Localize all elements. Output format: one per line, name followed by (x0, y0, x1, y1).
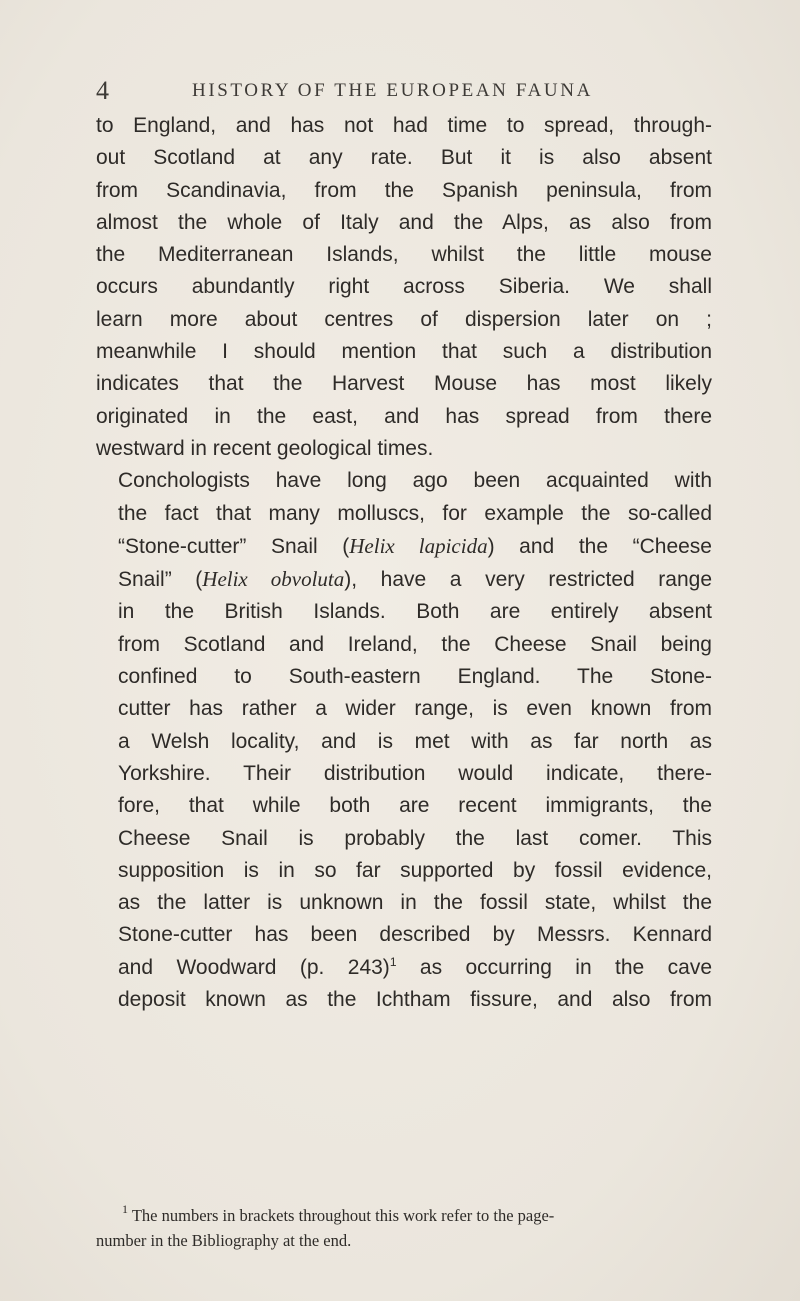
text-line: westward in recent geological times. (96, 436, 434, 460)
footnote-line (96, 1203, 712, 1228)
text-line: almost the whole of Italy and the Alps, as also from (96, 210, 712, 234)
text-line: cutter has rather a wider range, is even known from (118, 697, 712, 721)
text-line: learn more about centres of dispersion later on ; (96, 307, 712, 331)
text-line: the Mediterranean Islands, whilst the little mouse (96, 243, 712, 267)
text-fragment: and Woodward (p. 243) (118, 955, 390, 979)
paragraph (96, 465, 712, 1016)
footnote-reference: 1 (389, 954, 397, 969)
text-line: as the latter is unknown in the fossil state, whilst the (118, 891, 712, 915)
species-name: Helix obvoluta (202, 567, 345, 592)
text-line: to England, and has not had time to spread, through- (96, 114, 712, 137)
text-fragment: ), have a very restricted range (344, 568, 712, 592)
text-line: Stone-cutter has been described by Messrs. Kennard (118, 923, 712, 947)
body-text (96, 110, 712, 1016)
page-header (96, 76, 656, 106)
text-line: fore, that while both are recent immigrants, the (118, 794, 712, 818)
text-fragment: ) and the “Cheese (487, 534, 712, 558)
text-line: originated in the east, and has spread from there (96, 404, 712, 428)
text-line: confined to South-eastern England. The Stone- (118, 665, 712, 689)
text-fragment: as occurring in the cave (396, 955, 712, 979)
text-fragment: Snail” ( (118, 568, 203, 592)
text-line: in the British Islands. Both are entirely absent (118, 600, 712, 624)
text-line: deposit known as the Ichtham fissure, and also from (118, 988, 712, 1012)
text-line: occurs abundantly right across Siberia. We shall (96, 275, 712, 299)
page-number: 4 (96, 76, 109, 105)
text-line (96, 530, 712, 563)
text-line (96, 952, 712, 984)
text-line: Cheese Snail is probably the last comer. This (118, 826, 712, 850)
text-line: out Scotland at any rate. But it is also absent (96, 146, 712, 170)
footnote-marker: 1 (122, 1202, 128, 1216)
text-line: from Scandinavia, from the Spanish peninsula, from (96, 178, 712, 202)
text-line: supposition is in so far supported by fossil evidence, (118, 858, 712, 882)
text-line: Yorkshire. Their distribution would indicate, there- (118, 761, 712, 785)
text-line: indicates that the Harvest Mouse has most likely (96, 372, 712, 396)
footnote (96, 1203, 712, 1253)
text-line: a Welsh locality, and is met with as far north as (118, 729, 712, 753)
paragraph (96, 110, 712, 465)
text-line: from Scotland and Ireland, the Cheese Snail being (118, 632, 712, 656)
text-line: meanwhile I should mention that such a distribution (96, 340, 712, 364)
footnote-line: number in the Bibliography at the end. (96, 1231, 352, 1250)
footnote-text: The numbers in brackets throughout this work refer to the page- (128, 1206, 555, 1225)
running-head: HISTORY OF THE EUROPEAN FAUNA (192, 80, 593, 101)
text-line: Conchologists have long ago been acquainted with (118, 469, 712, 493)
species-name: Helix lapicida (349, 533, 488, 558)
text-line (96, 563, 712, 596)
text-line: the fact that many molluscs, for example the so-called (118, 501, 712, 525)
text-fragment: “Stone-cutter” Snail ( (118, 534, 350, 558)
